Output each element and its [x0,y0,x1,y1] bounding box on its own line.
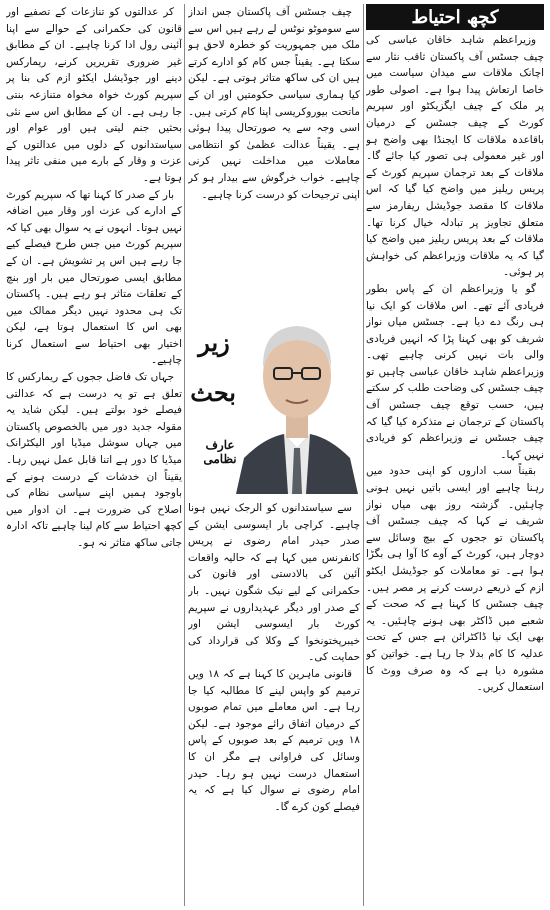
text-column-left [6,4,182,906]
column-title [366,4,544,30]
label-bottom: بحث [190,378,236,407]
text-column-middle-bottom [188,500,360,906]
paragraph: بقیناً سب اداروں کو اپنی حدود میں رہنا چاہیے اور ایسی باتیں نہیں ہونی چاہئیں۔ گزشتہ روز بھی میاں نواز شریف نے کہا کہ چیف جسٹس آف پاکستان تو ججوں کے بیچ وسائل سے دوچار ہیں، کورٹ کے آوے کا آوا ہی بگڑا ہوا ہے۔ تو معاملات کو جوڈیشل ایکٹو ازم کے ذریعے درست کرنے پر مصر ہیں۔ چیف جسٹس کا کہنا ہے کہ صحت کے شعبے میں ڈاکٹر بھی ہونے چاہئیں۔ یہ بھی ایک نیا ڈاکٹرائن ہے جس کے تحت عدلیہ کا کام بدلا جا رہا ہے۔ خواتین کو مشورہ دیا ہے کہ وہ صرف ووٹ کا استعمال کریں۔ [366,465,544,694]
paragraph: وزیراعظم شاہد خاقان عباسی کی چیف جسٹس آف پاکستان ثاقب نثار سے اچانک ملاقات سے میدان سیاست میں خاصا ارتعاش پیدا ہوا ہے۔ اصولی طور پر ملک کے چیف ایگزیکٹو اور سپریم کورٹ کے چیف جسٹس کے درمیان باقاعدہ ملاقات کا ایجنڈا بھی واضح ہو اور غیر معمولی ہی تصور کیا جائے گا۔ ملاقات کے بعد ترجمان سپریم کورٹ کے پریس ریلیز میں واضح کیا گیا کہ اس ملاقات کا مقصد جوڈیشل ریفارمز سے متعلق تجاویز پر تبادلہ خیال کرنا تھا۔ ملاقات کے بعد پریس ریلیز میں واضح کیا گیا کہ یہ ملاقات وزیراعظم کی خواہش پر ہوئی۔ [366,34,544,279]
paragraph: چیف جسٹس آف پاکستان جس انداز سے سوموٹو نوٹس لے رہے ہیں اس سے ملک میں جمہوریت کو خطرہ لاحق ہو سکتا ہے۔ یقیناً جس کام کو ادارے کرتے ہیں ان کی ساکھ متاثر ہوتی ہے۔ لیکن کیا ہماری سیاسی حکومتیں اور ان کے ماتحت بیوروکریسی اپنا کام کرتی ہیں۔ اسی وجہ سے یہ صورتحال پیدا ہوئی ہے۔ یقیناً عدالت عظمیٰ کو انتظامی معاملات میں مداخلت نہیں کرنی چاہیے۔ خواب خرگوش سے بیدار ہو کر اپنی ترجیحات کو درست کرنا چاہیے۔ [188,6,360,201]
paragraph: سے سیاستدانوں کو الرجک نہیں ہونا چاہیے۔ کراچی بار ایسوسی ایشن کے صدر حیدر امام رضوی نے پریس کانفرنس میں کہا ہے کہ حالیہ واقعات آئین کی بالادستی اور قانون کی حکمرانی کے لیے نیک شگون نہیں۔ بار کے صدر اور دیگر عہدیداروں نے سپریم کورٹ بار ایسوسی ایشن اور خیبرپختونخوا کے وکلا کی قرارداد کی حمایت کی۔ [188,502,360,664]
text-column-middle-top [188,4,360,294]
author-byline: عارف نظامی [203,438,237,466]
paragraph: گو یا وزیراعظم ان کے پاس بطور فریادی آئے تھے۔ اس ملاقات کو ایک نیا ہی رنگ دے دیا ہے۔ جسٹس میاں نواز شریف کو بھی کہنا پڑا کہ انہیں فریادی والی بات نہیں کرنی چاہیے تھی۔ وزیراعظم شاہد خاقان عباسی چاہیں تو چیف جسٹس کی وضاحت طلب کر سکتے ہیں، حسب توقع چیف جسٹس آف پاکستان کے ترجمان نے متذکرہ کیا گیا کہ چیف جسٹس نے وزیراعظم کو فریادی نہیں کہا۔ [366,282,544,461]
author-portrait [234,298,360,494]
text-column-right [366,32,544,906]
author-photo-block [188,298,360,498]
paragraph: کر عدالتوں کو تنازعات کے تصفیے اور قانون کی حکمرانی کے حوالے سے اپنا آئینی رول ادا کرنا چاہیے۔ ان کے مطابق غیر ضروری تقریریں کرنے، ریمارکس دینے اور جوڈیشل ایکٹو ازم کی بنا پر سپریم کورٹ خواہ مخواہ متنازعہ بنتی جا رہی ہے۔ ان کے مطابق اس سے نئی بحثیں جنم لیتی ہیں اور عوام اور سیاستدانوں کے دلوں میں عدالتوں کے عزت و وقار کے بارے میں منفی تاثر پیدا ہوتا ہے۔ [6,6,182,184]
paragraph: قانونی ماہرین کا کہنا ہے کہ ۱۸ ویں ترمیم کو واپس لینے کا مطالبہ کیا جا رہا ہے۔ اس معاملے میں تمام صوبوں کے درمیان اتفاق رائے موجود ہے۔ لیکن ۱۸ ویں ترمیم کے بعد صوبوں کے پاس وسائل کی فراوانی ہے مگر ان کا استعمال درست نہیں ہو رہا۔ حیدر امام رضوی نے سوال کیا ہے کہ یہ فیصلے کون کرے گا۔ [188,667,360,813]
column-divider [184,4,185,906]
paragraph: جہاں تک فاضل ججوں کے ریمارکس کا تعلق ہے تو یہ درست ہے کہ عدالتی فیصلے خود بولتے ہیں۔ لیکن شاید یہ مقولہ جدید دور میں بالخصوص پاکستان میں جہاں سوشل میڈیا اور الیکٹرانک میڈیا کا دور ہے اتنا قابل عمل نہیں رہا۔ یقیناً ان خدشات کے درست ہونے کے باوجود ہمیں اپنے سیاسی نظام کی اصلاح کی ضرورت ہے۔ ان ادوار میں کچھ احتیاط سے کام لینا چاہیے تاکہ ادارہ جاتی ساکھ متاثر نہ ہو۔ [6,371,182,549]
paragraph: بار کے صدر کا کہنا تھا کہ سپریم کورٹ کے ادارے کی عزت اور وقار میں اضافہ نہیں ہوتا۔ انہوں نے یہ سوال بھی کیا کہ سپریم کورٹ میں جس طرح فیصلے کیے جا رہے ہیں اس پر تشویش ہے۔ ان کے مطابق ایسی صورتحال میں بار اور بنچ کے تعلقات متاثر ہو رہے ہیں۔ پاکستان تک ہی محدود نہیں دیگر ممالک میں بھی اس کا استعمال ہوتا ہے، لیکن اختیار بھی احتیاط سے استعمال کرنا چاہیے۔ [6,188,182,367]
column-title-text: کچھ احتیاط [411,6,499,28]
column-divider [363,4,364,906]
label-top: زیر [198,328,230,357]
